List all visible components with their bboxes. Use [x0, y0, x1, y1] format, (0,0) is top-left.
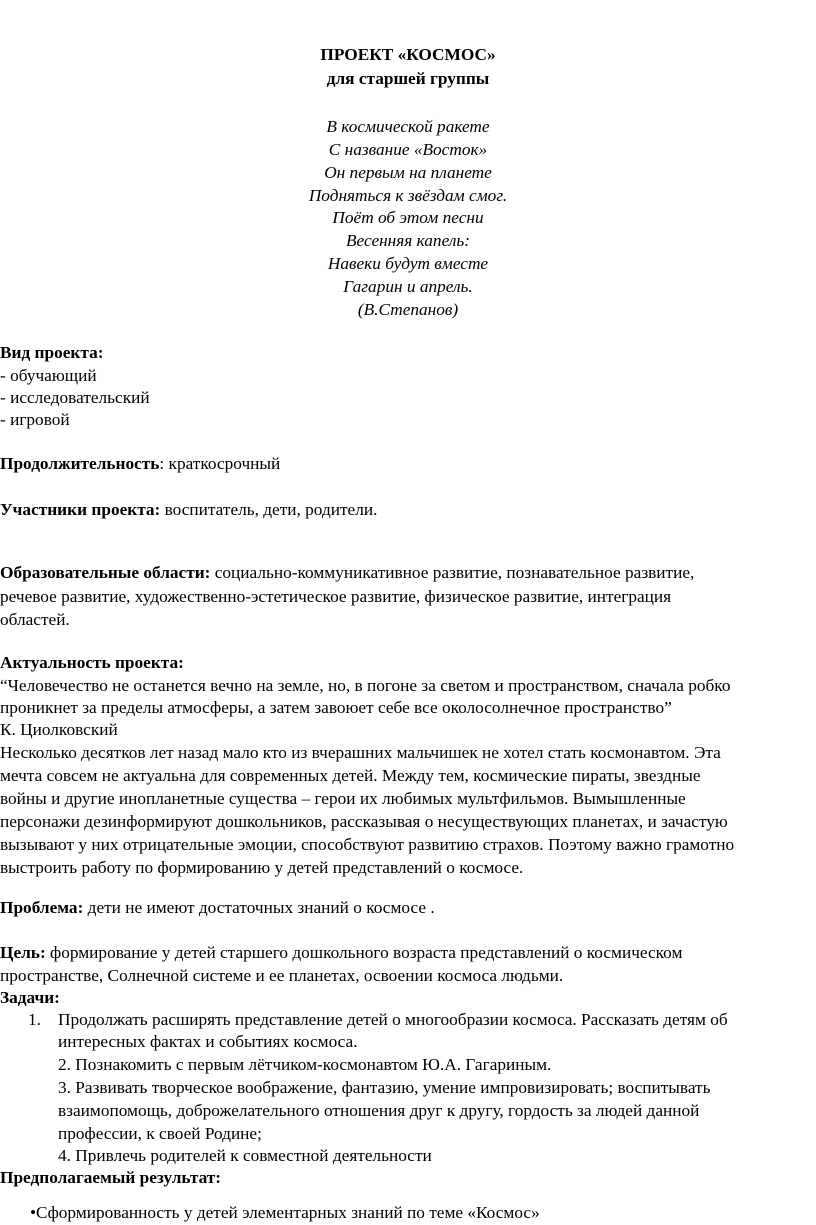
poem-line: Поёт об этом песни	[332, 208, 484, 227]
relevance-label: Актуальность проекта:	[0, 653, 184, 672]
result-label: Предполагаемый результат:	[0, 1168, 222, 1187]
goal-text: формирование у детей старшего дошкольного возраста представлений о космическом	[45, 943, 683, 962]
relevance-text: персонажи дезинформируют дошкольников, рассказывая о несуществующих планетах, и зачастую	[0, 812, 728, 831]
relevance-text: “Человечество не останется вечно на земле, но, в погоне за светом и пространством, сначала робко	[0, 676, 731, 695]
doc-title: ПРОЕКТ «КОСМОС»	[320, 45, 496, 64]
project-type-label: Вид проекта:	[0, 343, 104, 362]
result-bullet: •Сформированность у детей элементарных знаний по теме «Космос»	[30, 1203, 540, 1222]
task-item: Продолжать расширять представление детей о многообразии космоса. Рассказать детям об	[58, 1010, 728, 1029]
goal-text: пространстве, Солнечной системе и ее планетах, освоении космоса людьми.	[0, 966, 564, 985]
relevance-text: выстроить работу по формированию у детей представлений о космосе.	[0, 858, 524, 877]
areas-label: Образовательные области:	[0, 563, 211, 582]
poem-line: Подняться к звёздам смог.	[308, 186, 508, 205]
task-item: интересных фактах и событиях космоса.	[58, 1032, 358, 1051]
relevance-text: проникнет за пределы атмосферы, а затем завоюет себе все околосолнечное пространство”	[0, 698, 672, 717]
relevance-text: вызывают у них отрицательные эмоции, способствуют развитию страхов. Поэтому важно грамотно	[0, 835, 735, 854]
relevance-text: К. Циолковский	[0, 720, 118, 739]
task-item: 2. Познакомить с первым лётчиком-космонавтом Ю.А. Гагариным.	[58, 1055, 552, 1074]
poem-line: В космической ракете	[326, 117, 490, 136]
relevance-text: войны и другие инопланетные существа – герои их любимых мультфильмов. Вымышленные	[0, 789, 686, 808]
project-type-item: - обучающий	[0, 366, 97, 385]
problem-text: дети не имеют достаточных знаний о космосе .	[83, 898, 435, 917]
areas-text: речевое развитие, художественно-эстетическое развитие, физическое развитие, интеграция	[0, 587, 672, 606]
project-type-item: - исследовательский	[0, 388, 150, 407]
poem-line: Навеки будут вместе	[327, 254, 489, 273]
areas-text: областей.	[0, 610, 70, 629]
task-item: 4. Привлечь родителей к совместной деятельности	[58, 1146, 432, 1165]
task-item: профессии, к своей Родине;	[58, 1124, 262, 1143]
goal-line	[0, 942, 682, 964]
relevance-text: мечта совсем не актуальна для современных детей. Между тем, космические пираты, звездные	[0, 766, 701, 785]
participants-line	[0, 499, 377, 521]
poem-line: Весенняя капель:	[346, 231, 470, 250]
project-type-item: - игровой	[0, 410, 70, 429]
duration-line	[0, 453, 280, 475]
doc-subtitle: для старшей группы	[326, 69, 490, 88]
participants-value: воспитатель, дети, родители.	[160, 500, 378, 519]
task-item: 3. Развивать творческое воображение, фантазию, умение импровизировать; воспитывать	[58, 1078, 711, 1097]
areas-text: социально-коммуникативное развитие, познавательное развитие,	[210, 563, 695, 582]
tasks-label: Задачи:	[0, 988, 60, 1007]
task-number: 1.	[28, 1010, 41, 1029]
relevance-text: Несколько десятков лет назад мало кто из вчерашних мальчишек не хотел стать космонавтом. Эта	[0, 743, 721, 762]
problem-line	[0, 897, 435, 919]
problem-label: Проблема:	[0, 898, 84, 917]
poem-author: (В.Степанов)	[357, 300, 459, 319]
poem-line: Он первым на планете	[324, 163, 492, 182]
poem-line: С название «Восток»	[328, 140, 488, 159]
duration-value: : краткосрочный	[159, 454, 281, 473]
goal-label: Цель:	[0, 943, 46, 962]
areas-line	[0, 562, 694, 584]
duration-label: Продолжительность	[0, 454, 160, 473]
poem-line: Гагарин и апрель.	[343, 277, 473, 296]
participants-label: Участники проекта:	[0, 500, 161, 519]
task-item: взаимопомощь, доброжелательного отношения друг к другу, гордость за людей данной	[58, 1101, 700, 1120]
